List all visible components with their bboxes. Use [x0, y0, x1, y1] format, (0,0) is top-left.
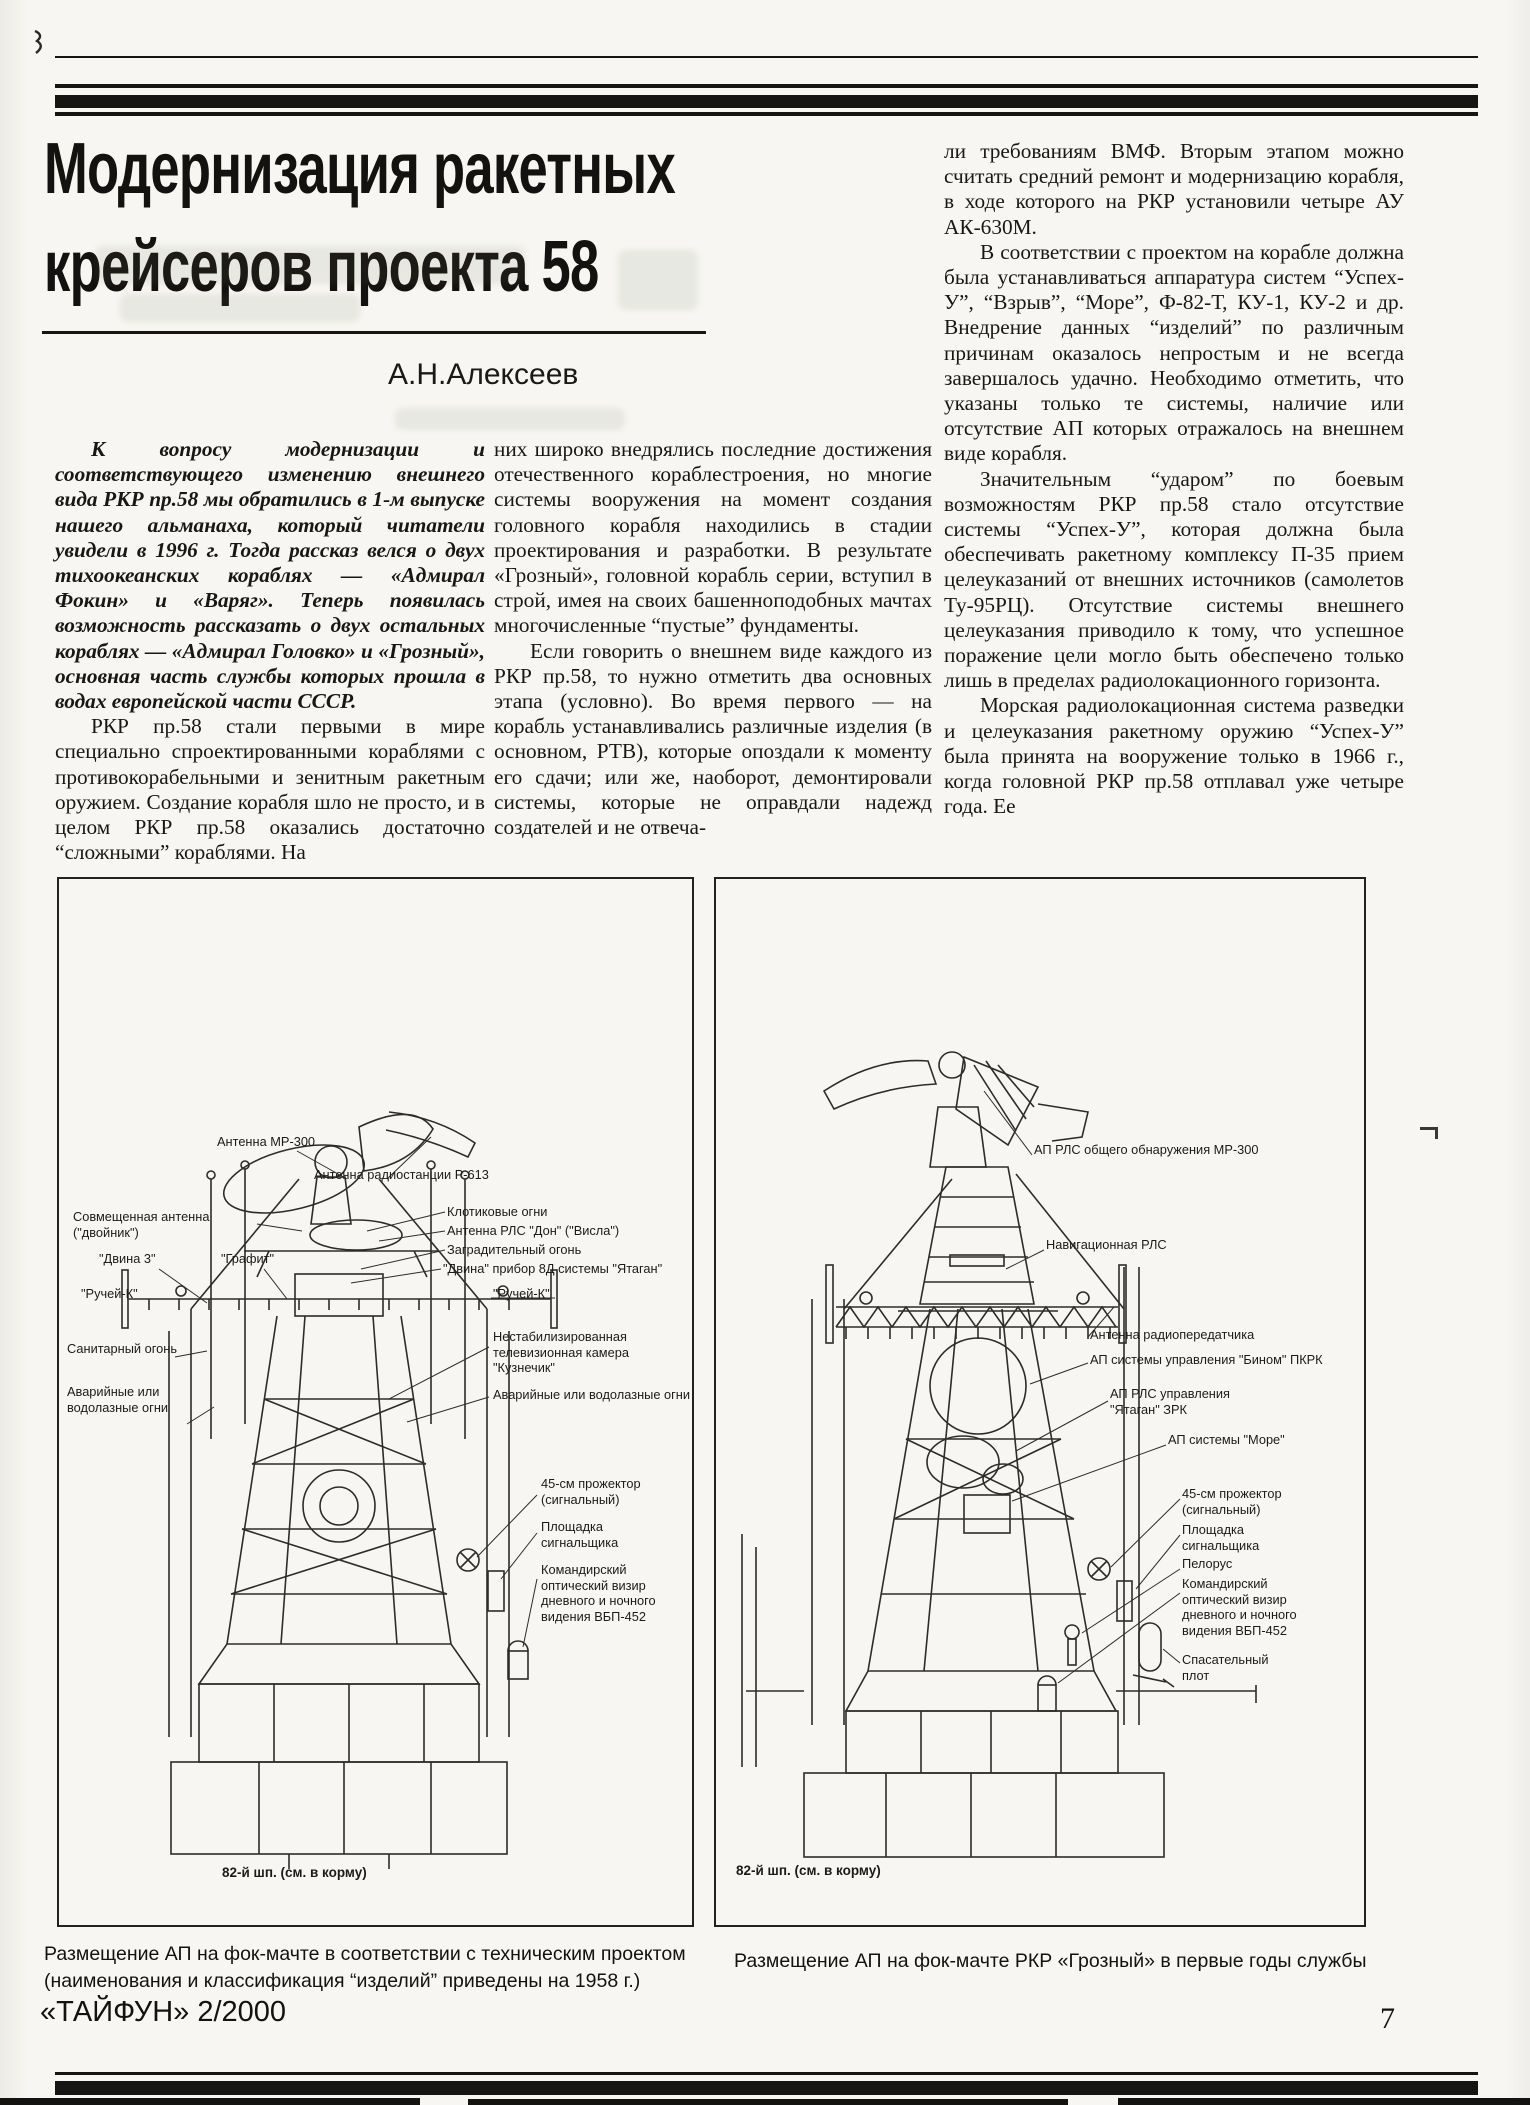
paragraph: них широко внедрялись последние достижения отечественного кораблестроения, но многие системы вооружения на момент создания головного корабля находились в стадии проектирования и разработки. В результате «Грозный», головной корабль серии, вступил в строй, имея на своих башенноподобных мачтах многочисленные “пустые” фундаменты.: [494, 437, 932, 638]
header-rule-thick: [55, 95, 1478, 108]
label-ruchey-right: "Ручей-К": [493, 1286, 550, 1301]
scan-mark-top-left: [32, 28, 46, 56]
paragraph: Если говорить о внешнем виде каждого из РКР пр.58, то нужно отметить два основных этапа (условно). Во время первого — на корабль устанавливались различные изделия (в основном, РТВ), которые опоздали к моменту его сдачи; или же, наоборот, демонтировали системы, которые не оправдали надежд создателей и не отвеча-: [494, 638, 932, 840]
intro-paragraph: К вопросу модернизации и соответствующего изменению внешнего вида РКР пр.58 мы обратились в 1-м выпуске нашего альманаха, который читатели увидели в 1996 г. Тогда рассказ велся о двух тихоокеанских кораблях — «Адмирал Фокин» и «Варяг». Теперь появилась возможность рассказать о двух остальных кораблях — «Адмирал Головко» и «Грозный», основная часть службы которых прошла в водах европейской части СССР.: [55, 437, 485, 714]
label-tv-camera: Нестабилизированная телевизионная камера "Кузнечик": [493, 1329, 629, 1375]
paragraph: РКР пр.58 стали первыми в мире специально спроектированными кораблями с противокорабельными и зенитным ракетным оружием. Создание корабля шло не просто, и в целом РКР пр.58 оказались достаточно “сложными” кораблями. На: [55, 714, 485, 865]
figure-box-left: [57, 877, 694, 1927]
scan-smudge: [120, 294, 360, 322]
label-signal-platform-right: Площадка сигнальщика: [1182, 1522, 1260, 1553]
label-pelorus: Пелорус: [1182, 1556, 1233, 1571]
header-rule-thin-top: [55, 84, 1478, 88]
author-byline: А.Н.Алексеев: [388, 358, 579, 391]
article-column-middle: [494, 437, 932, 840]
scan-smudge: [395, 408, 625, 430]
label-life-raft: Спасательный плот: [1182, 1652, 1269, 1683]
header-rule-thin-bottom: [55, 112, 1478, 116]
label-dvina3: "Двина 3": [99, 1251, 156, 1266]
scan-smudge: [95, 246, 525, 284]
frame-note-left: 82-й шп. (см. в корму): [222, 1865, 367, 1880]
footer-rule-thin: [55, 2072, 1478, 2075]
label-emergency-lights-left: Аварийные или водолазные огни: [67, 1384, 169, 1415]
label-combined-antenna: Совмещенная антенна ("двойник"): [73, 1209, 210, 1240]
label-antenna-r613: Антенна радиостанции Р-613: [314, 1167, 489, 1182]
title-underline-rule: [42, 331, 706, 334]
paragraph: В соответствии с проектом на корабле должна была устанавливаться аппаратура систем “Успех-У”, “Взрыв”, “Море”, Ф-82-Т, КУ-1, КУ-2 и др. Внедрение данных “изделий” по различным причинам оказалось непростым и не всегда завершалось удачно. Необходимо отметить, что указаны только те системы, наличие или отсутствие АП которых отражалось на внешнем виде корабля.: [944, 239, 1404, 466]
label-searchlight: 45-см прожектор (сигнальный): [541, 1476, 641, 1507]
page-edge-strip: [1118, 2098, 1530, 2105]
article-column-right: [944, 139, 1404, 819]
footer-rule-thick: [55, 2081, 1478, 2095]
label-searchlight-right: 45-см прожектор (сигнальный): [1182, 1486, 1282, 1517]
label-yatagan: АП РЛС управления "Ятаган" ЗРК: [1110, 1386, 1230, 1417]
label-binom: АП системы управления "Бином" ПКРК: [1090, 1352, 1323, 1367]
page-title-line2: крейсеров проекта 58: [44, 227, 599, 307]
label-barrier-light: Заградительный огонь: [447, 1242, 582, 1257]
label-ruchey-left: "Ручей-К": [81, 1286, 138, 1301]
label-klotik-lights: Клотиковые огни: [447, 1204, 548, 1219]
paragraph: Значительным “ударом” по боевым возможностям РКР пр.58 стало отсутствие системы “Успех-У”, которая должна была обеспечивать ракетному комплексу П-35 прием целеуказаний от внешних источников (самолетов Ту-95РЦ). Отсутствие системы внешнего целеуказания приводило к тому, что успешное поражение цели могло быть обеспечено только лишь в пределах радиолокационного горизонта.: [944, 466, 1404, 693]
label-grafit: "Графит": [221, 1251, 275, 1266]
header-rule-hairline: [55, 56, 1478, 58]
page-title-line1: Модернизация ракетных: [44, 129, 675, 209]
label-nav-rls: Навигационная РЛС: [1046, 1237, 1167, 1252]
article-column-left: [55, 437, 485, 865]
label-dvina-device: "Двина" прибор 8Д системы "Ятаган": [443, 1261, 663, 1276]
journal-footer: «ТАЙФУН» 2/2000: [40, 1996, 287, 2028]
scan-smudge: [618, 250, 698, 310]
label-sanitary-light: Санитарный огонь: [67, 1341, 177, 1356]
page-number: 7: [1380, 2002, 1395, 2035]
label-signal-platform: Площадка сигнальщика: [541, 1519, 619, 1550]
label-radio-tx-antenna: Антенна радиопередатчика: [1090, 1327, 1255, 1342]
mast-drawing-right: [716, 879, 1364, 1925]
page-edge-strip: [0, 2098, 420, 2105]
figure-caption-right: Размещение АП на фок-мачте РКР «Грозный» в первые годы службы: [734, 1950, 1367, 1972]
label-emergency-lights-right: Аварийные или водолазные огни: [493, 1387, 691, 1402]
label-commander-sight-right: Командирский оптический визир дневного и ночного видения ВБП-452: [1182, 1576, 1297, 1638]
paragraph: ли требованиям ВМФ. Вторым этапом можно считать средний ремонт и модернизацию корабля, в ходе которого на РКР установили четыре АУ АК-630М.: [944, 139, 1404, 239]
label-ap-mp300: АП РЛС общего обнаружения МР-300: [1034, 1142, 1259, 1157]
paragraph: Морская радиолокационная система разведки и целеуказания ракетному оружию “Успех-У” была принята на вооружение только в 1966 г., когда головной РКР пр.58 отплавал уже четыре года. Ее: [944, 693, 1404, 819]
label-rls-don: Антенна РЛС "Дон" ("Висла"): [447, 1223, 620, 1238]
label-more: АП системы "Море": [1168, 1432, 1285, 1447]
label-commander-sight: Командирский оптический визир дневного и ночного видения ВБП-452: [541, 1562, 656, 1624]
figure-box-right: [714, 877, 1366, 1927]
page-edge-strip: [468, 2099, 1068, 2105]
label-antenna-mp300: Антенна МР-300: [217, 1134, 316, 1149]
figure-caption-left: Размещение АП на фок-мачте в соответствии с техническим проектом (наименования и классификация “изделий” приведены на 1958 г.): [44, 1943, 686, 1992]
frame-note-right: 82-й шп. (см. в корму): [736, 1863, 881, 1878]
scan-mark-right-edge-tick: [1435, 1127, 1438, 1139]
